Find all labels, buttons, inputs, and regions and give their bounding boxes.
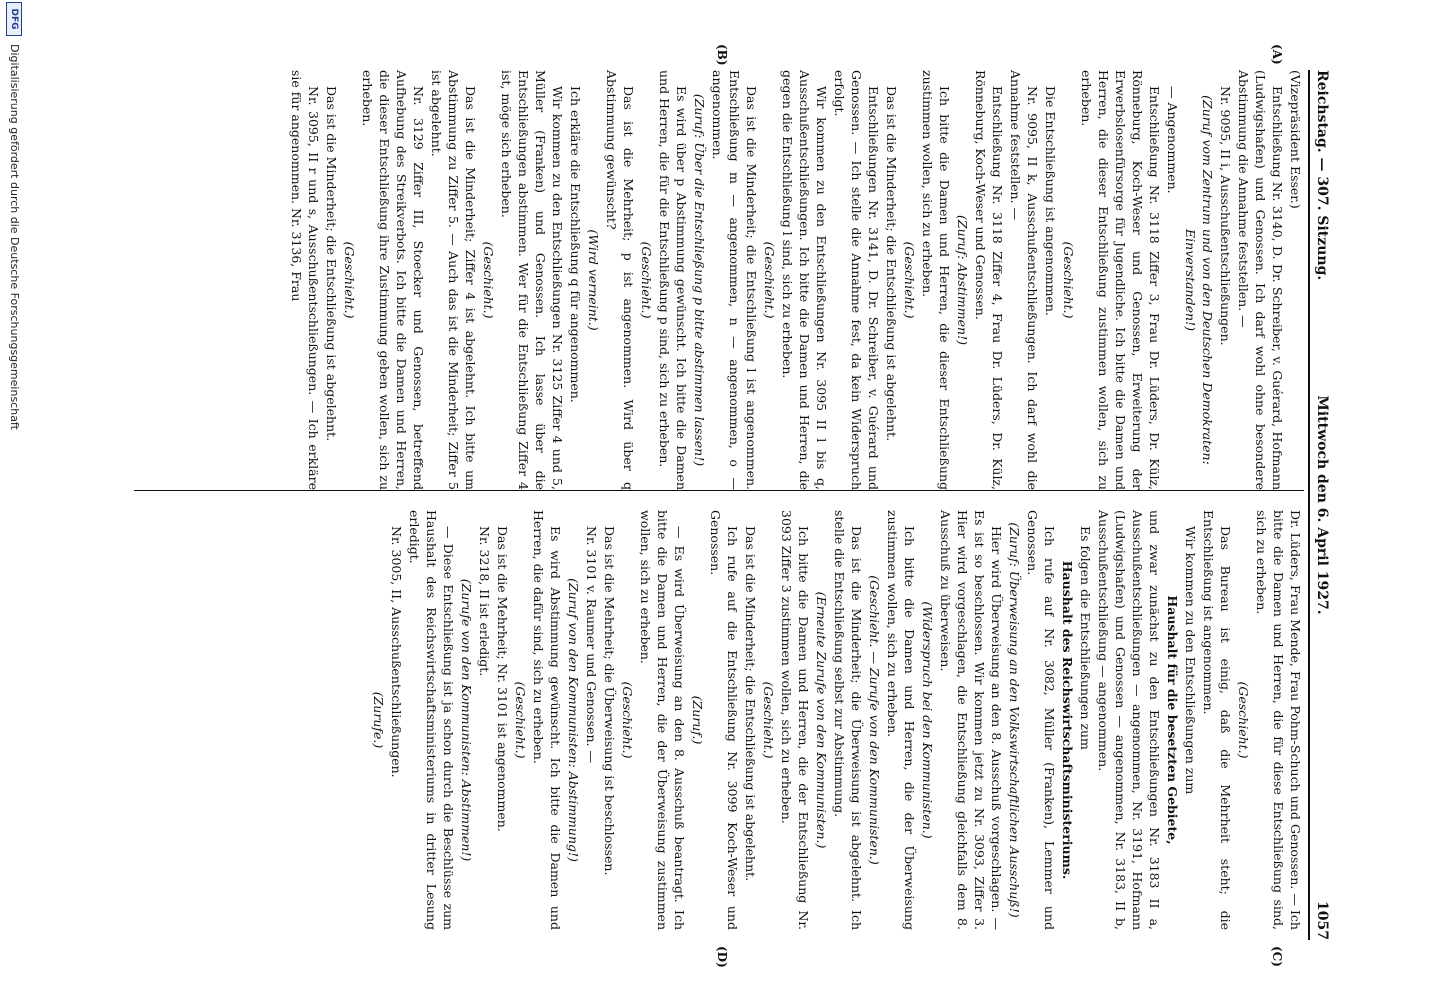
paragraph: Nr. 3095, II r und s, Ausschußentschließungen. — Ich erkläre sie für angenommen. Nr. 3136, Frau [289, 70, 321, 490]
paragraph: Wir kommen zu den Entschließungen Nr. 3125 Ziffer 4 und 5, Müller (Franken) und Genossen. Ich lasse über die Entschließungen abstimmen. Wer für die Entschließung Ziffer 4 ist, möge sich erheben. [499, 70, 565, 490]
paragraph: (Erneute Zurufe von den Kommunisten.) [814, 591, 829, 849]
paragraph: (Geschieht.) [762, 241, 777, 319]
paragraph: Ich bitte die Damen und Herren, die dieser Entschließung zustimmen wollen, sich zu erheben. [920, 70, 952, 490]
paragraph: (Vizepräsident Esser.) [1288, 70, 1303, 209]
paragraph: Nr. 3101 v. Raumer und Genossen. — [584, 526, 599, 763]
page-number: 1057 [1314, 901, 1330, 940]
paragraph: (Zurufe von den Kommunisten: Abstimmen!) [459, 578, 474, 862]
paragraph: Die Entschließung ist angenommen. [1043, 86, 1058, 316]
paragraph: Das ist die Minderheit; die Überweisung ist abgelehnt. Ich stelle die Entschließung selbst zur Abstimmung. [832, 510, 864, 930]
paragraph: (Wird verneint.) [586, 229, 601, 331]
paragraph: Es wird über p Abstimmung gewünscht. Ich bitte die Damen und Herren, die für die Entschließung p sind, sich zu erheben. [657, 70, 689, 490]
paragraph: Das ist die Mehrheit; p ist angenommen. Wird über q Abstimmung gewünscht? [604, 70, 636, 490]
margin-mark-c: (C) [1270, 946, 1284, 967]
paragraph: (Zuruf von den Kommunisten: Abstimmung!) [566, 578, 581, 862]
paragraph: — Diese Entschließung ist ja schon durch die Beschlüsse zum Haushalt des Reichswirtschaftsministeriums in dritter Lesung erledigt. [407, 510, 456, 930]
left-column [134, 70, 1304, 490]
header-date-title: Mittwoch den 6. April 1927. [1314, 395, 1330, 615]
page-header [1308, 70, 1340, 940]
paragraph: Entschließung Nr. 3140, D. Dr. Schreiber, v. Guérard, Hofmann (Ludwigshafen) und Genossen. Ich darf wohl ohne besondere Abstimmung die Annahme feststellen. — [1236, 70, 1285, 490]
paragraph: Das ist die Mehrheit; Nr. 3101 ist angenommen. [495, 526, 510, 832]
paragraph: Nr. 3218, II ist erledigt. [477, 526, 492, 677]
paragraph: und zwar zunächst zu den Entschließungen Nr. 3183 II a, Ausschußentschließungen — angenommen, Nr. 3191, Hofmann (Ludwigshafen) und Genossen — angenommen, Nr. 3183, II b, Ausschußentschließung — angenommen. [1096, 510, 1162, 930]
dfg-logo: DFG [6, 2, 22, 36]
paragraph: Es folgen die Entschließungen zum [1078, 526, 1093, 750]
paragraph: Entschließung Nr. 3118 Ziffer 4, Frau Dr. Lüders, Dr. Külz, Rönneburg, Koch-Weser und Genossen. [973, 70, 1005, 490]
paragraph: Haushalt des Reichswirtschaftsministeriums. [1060, 560, 1075, 880]
paragraph: Wir kommen zu den Entschließungen Nr. 3095 II l bis q, Ausschußentschließungen. Ich bitte die Damen und Herren, die gegen die Entschließung l sind, sich zu erheben. [780, 70, 829, 490]
paragraph: Hier wird Überweisung an den 8. Ausschuß vorgeschlagen. — Es ist so beschlossen. Wir kommen jetzt zu Nr. 3093, Ziffer 3. Hier wird vorgeschlagen, die Entschließung gleichfalls dem 8. Ausschuß zu überweisen. [938, 510, 1004, 930]
paragraph: (Geschieht.) [481, 241, 496, 319]
paragraph: (Zuruf: Überweisung an den Volkswirtschaftlichen Ausschuß!) [1007, 522, 1022, 918]
paragraph: Ich bitte die Damen und Herren, die der Entschließung Nr. 3093 Ziffer 3 zustimmen wollen, sich zu erheben. [779, 510, 811, 930]
paragraph: Ich erkläre die Entschließung q für angenommen. [568, 86, 583, 403]
right-column [134, 510, 1304, 930]
paragraph: Das ist die Minderheit; die Entschließung l ist angenommen. Entschließung m — angenommen, n — angenommen, o — angenommen. [710, 70, 759, 490]
paragraph: (Zuruf.) [690, 695, 705, 745]
paragraph: (Geschieht.) [1061, 241, 1076, 319]
paragraph: (Geschieht.) [620, 681, 635, 759]
paragraph: Das ist die Mehrheit; die Überweisung ist beschlossen. [602, 526, 617, 876]
paragraph: Wir kommen zu den Entschließungen zum [1183, 526, 1198, 795]
paragraph: Das ist die Minderheit; die Entschließung ist abgelehnt. [743, 526, 758, 882]
credit-text: Digitalisierung gefördert durch die Deutsche Forschungsgemeinschaft [8, 44, 21, 430]
paragraph: (Geschieht.) [1236, 681, 1251, 759]
paragraph: Nr. 9095, II i, Ausschußentschließungen. [1218, 86, 1233, 346]
digitization-credit [0, 0, 30, 1000]
paragraph: (Zuruf: Abstimmen!) [955, 215, 970, 345]
paragraph: Das ist die Minderheit; die Entschließung ist abgelehnt. [884, 86, 899, 442]
paragraph: Nr. 3005, II, Ausschußentschließungen. [389, 526, 404, 778]
paragraph: Ich bitte die Damen und Herren, die der Überweisung zustimmen wollen, sich zu erheben. [885, 510, 917, 930]
paragraph: (Geschieht.) [761, 681, 776, 759]
paragraph: (Geschieht.) [513, 681, 528, 759]
paragraph: (Geschieht.) [342, 241, 357, 319]
paragraph: (Geschieht.) [639, 241, 654, 319]
paragraph: (Zuruf vom Zentrum und von den Deutschen Demokraten: Einverstanden!) [1183, 95, 1215, 465]
paragraph: Entschließung Nr. 3118 Ziffer 3, Frau Dr. Lüders, Dr. Külz, Rönneburg, Koch-Weser und Genossen, Erweiterung der Erwerbslosenfürsorge für Jugendliche. Ich bitte die Damen und Herren, die dieser Entschließung zustimmen wollen, sich zu erheben. [1079, 70, 1162, 490]
margin-mark-b: (B) [715, 44, 729, 66]
paragraph: Das Bureau ist einig, daß die Mehrheit steht; die Entschließung ist angenommen. [1201, 510, 1233, 930]
paragraph: (Geschieht. — Zurufe von den Kommunisten.) [867, 575, 882, 865]
paragraph: (Zuruf: Über die Entschließung p bitte abstimmen lassen!) [692, 93, 707, 467]
paragraph: Dr. Lüders, Frau Mende, Frau Pohm-Schuch und Genossen. — Ich bitte die Damen und Herren, die für diese Entschließung sind, sich zu erheben. [1254, 510, 1303, 930]
paragraph: (Zurufe.) [371, 691, 386, 749]
paragraph: — Es wird Überweisung an den 8. Ausschuß beantragt. Ich bitte die Damen und Herren, die der Überweisung zustimmen wollen, sich zu erheben. [638, 510, 687, 930]
paragraph: Das ist die Minderheit; die Entschließung ist abgelehnt. [324, 86, 339, 442]
paragraph: Nr. 9095, II k, Ausschußentschließungen. Ich darf wohl die Annahme feststellen. — [1008, 70, 1040, 490]
paragraph: Haushalt für die besetzten Gebiete, [1165, 595, 1180, 845]
margin-mark-a: (A) [1270, 44, 1284, 65]
paragraph: Nr. 3129 Ziffer III, Stoecker und Genossen, betreffend Aufhebung des Streikverbots. Ich bitte die Damen und Herren, die dieser Entschließung ihre Zustimmung geben wollen, sich zu erheben. [360, 70, 426, 490]
paragraph: Ich rufe auf Nr. 3082, Müller (Franken), Lemmer und Genossen. [1025, 510, 1057, 930]
paragraph: (Widerspruch bei den Kommunisten.) [920, 601, 935, 839]
paragraph: Ich rufe auf die Entschließung Nr. 3099 Koch-Weser und Genossen. [708, 510, 740, 930]
column-divider [134, 490, 1304, 491]
paragraph: Entschließungen Nr. 3141, D. Dr. Schreiber, v. Guérard und Genossen. — Ich stelle die Annahme fest, da kein Widerspruch erfolgt. [832, 70, 881, 490]
paragraph: Es wird Abstimmung gewünscht. Ich bitte die Damen und Herren, die dafür sind, sich zu erheben. [531, 510, 563, 930]
paragraph: Das ist die Minderheit; Ziffer 4 ist abgelehnt. Ich bitte um Abstimmung zu Ziffer 5. — Auch das ist die Minderheit; Ziffer 5 ist abgelehnt. [429, 70, 478, 490]
paragraph: — Angenommen. [1165, 86, 1180, 194]
paragraph: (Geschieht.) [902, 241, 917, 319]
header-left-title: Reichstag. — 307. Sitzung. [1314, 70, 1330, 281]
margin-mark-d: (D) [715, 946, 729, 968]
